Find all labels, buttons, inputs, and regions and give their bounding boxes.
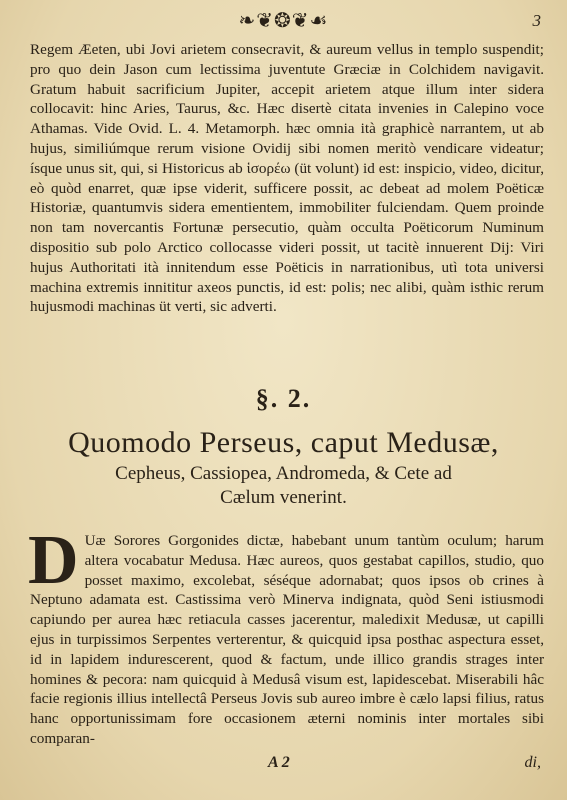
page-footer: [0, 754, 567, 778]
paragraph-2: Uæ Sorores Gorgonides dictæ, habebant unum tantùm oculum; harum altera vocabatur Medusa. Hæc aureos, quos gestabat capillos, studio, quo posset maximo, excolebat, séséque adornabat; quos ipsos ob crines à Neptuno adamata est. Castissima verò Minerva indignata, quòd Seni istiusmodi capiundo per aurea hæc retiacula casses jacerentur, maledixit Medusæ, ut capilli ejus in turpissimos Serpentes verterentur, & quicquid ipsa posthac aspectura esset, id in lapidem indurescerent, quod & factum, unde illico grandis strages inter homines & pecora: nam quicquid à Medusâ visum est, lapidescebat. Miserabili hâc facie regionis illius intellectâ Perseus Jovis sub aureo imbre è cælo lapsi filius, ratus hanc opportunissimam fore occasionem æterni nominis inter mortales sibi comparan-: [30, 532, 544, 747]
signature-mark: A 2: [268, 754, 290, 771]
heading-line-1: Quomodo Perseus, caput Medusæ,: [68, 426, 499, 459]
chapter-heading: [0, 424, 567, 510]
body-text-top: [30, 40, 544, 317]
catchword: di,: [524, 754, 541, 771]
body-text-bottom: [28, 522, 544, 749]
paragraph-1: Regem Æeten, ubi Jovi arietem consecravit, & aureum vellus in templo suspendit; pro quo dein Jason cum lectissima juventute Græciæ in Colchidem navigavit. Gratum habuit sacrificium Jupiter, accepit arietem atque illum inter sidera collocavit: hinc Aries, Taurus, &c. Hæc disertè citata invenies in Calepino voce Athamas. Vide Ovid. L. 4. Metamorph. hæc omnia ità graphicè narrantem, ut ab hujus, similiúmque rerum visione Ovidij sibi nomen meritò vendicare videatur; ísque unus sit, qui, si Historicus ab ἱσορέω (üt volunt) id est: inspicio, video, dicitur, eò quòd enarret, quæ ipse viderit, sufficere possit, ac debeat ad molem Poëticæ Historiæ, quantumvis sidera ementientem, immobiliter fulciendam. Quem proinde non tam novercantis Fortunæ persecutio, quàm occulta Poëticorum Numinum dispositio sub polo Arctico collocasse videri possit, ut tacitè innuerent Dij: Viri hujus Authoritati ità innitendum esse Poëticis in narrationibus, utì tota universi machina extremis innititur axeos punctis, id est: polis; nec alibi, quàm isthic rerum hujusmodi machinas üt verti, sic adverti.: [30, 41, 544, 316]
section-number: §. 2.: [255, 384, 312, 413]
drop-cap: D: [28, 522, 79, 599]
header-ornament: ❧❦❂❦☙: [238, 10, 329, 32]
heading-line-2: Cepheus, Cassiopea, Andromeda, & Cete ad: [115, 463, 452, 484]
page-number: 3: [532, 11, 541, 30]
heading-line-3: Cælum venerint.: [220, 487, 347, 508]
